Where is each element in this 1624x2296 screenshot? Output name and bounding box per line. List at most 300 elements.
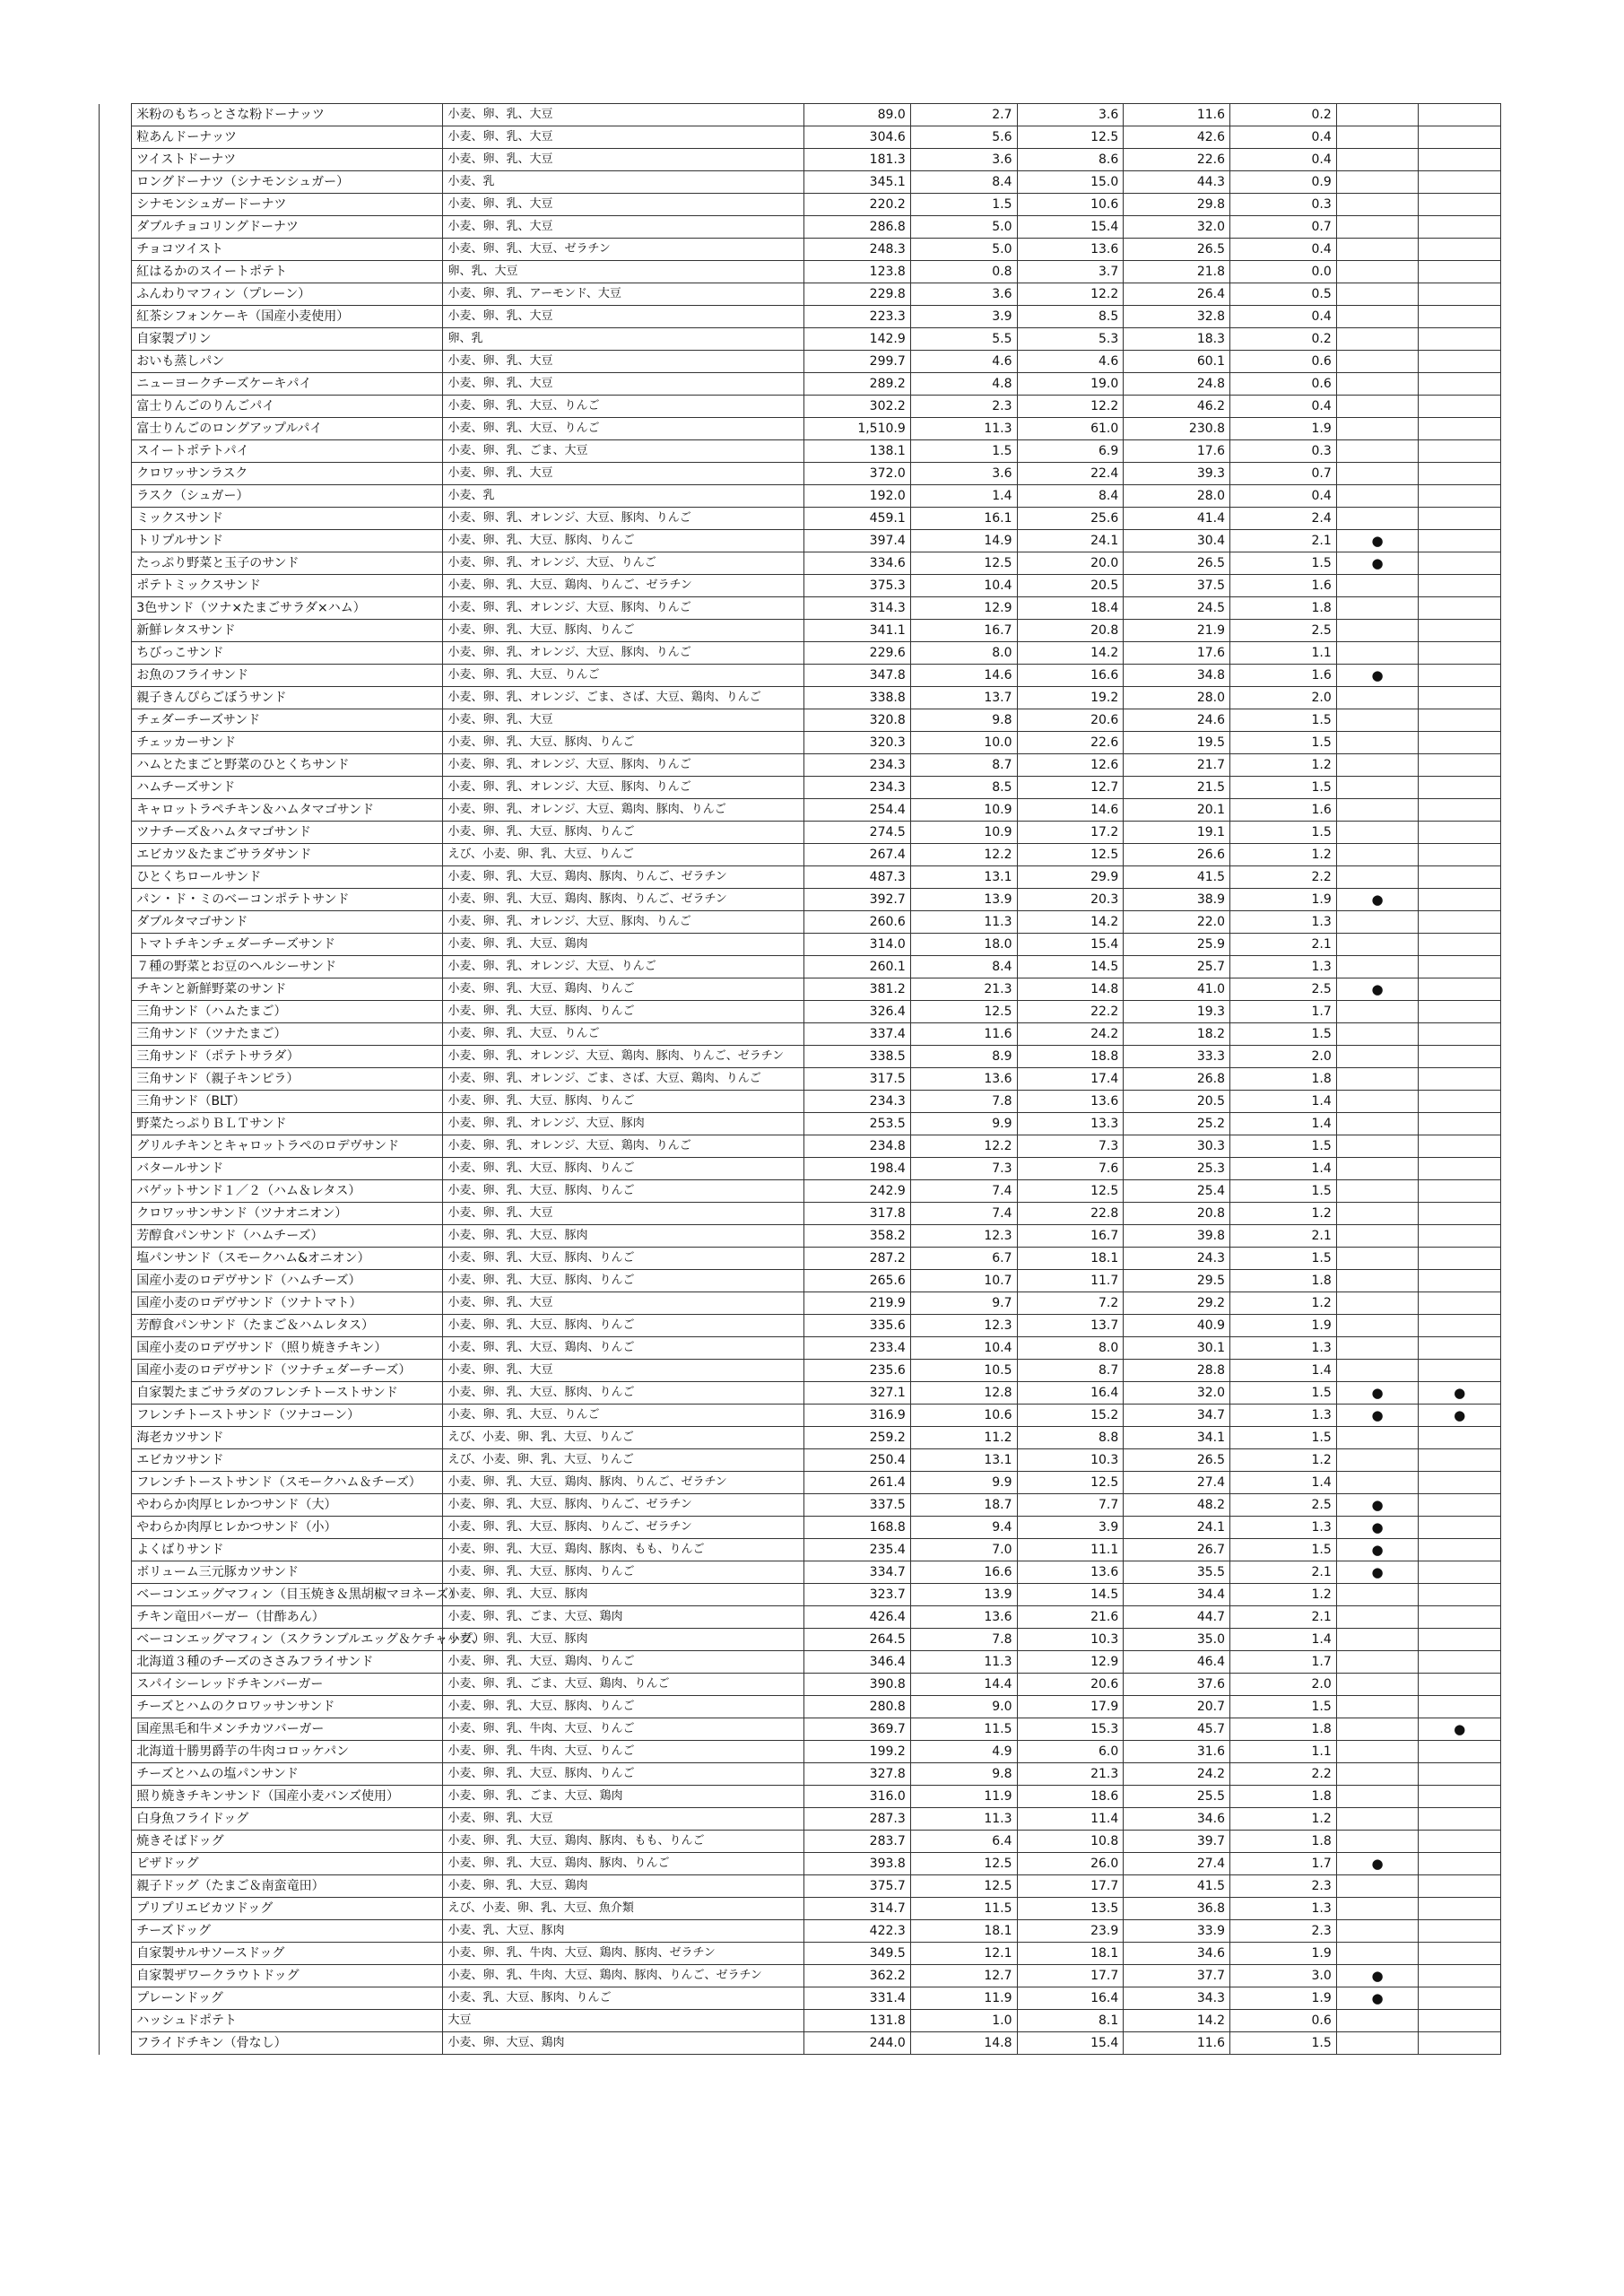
table-row bbox=[100, 1472, 1501, 1494]
table-row bbox=[100, 1360, 1501, 1382]
allergen-cell: 小麦、卵、乳、大豆、豚肉、りんご bbox=[443, 1158, 804, 1180]
carbohydrate-cell: 18.3 bbox=[1124, 328, 1230, 351]
mark-col2-cell bbox=[1419, 2010, 1501, 2032]
row-margin-cell bbox=[100, 777, 132, 799]
carbohydrate-cell: 26.4 bbox=[1124, 283, 1230, 306]
protein-cell: 7.8 bbox=[910, 1091, 1017, 1113]
mark-col2-cell bbox=[1419, 149, 1501, 171]
table-row bbox=[100, 1943, 1501, 1965]
mark-col2-cell bbox=[1419, 1135, 1501, 1158]
mark-col1-cell bbox=[1336, 1337, 1419, 1360]
protein-cell: 2.3 bbox=[910, 396, 1017, 418]
allergen-cell: 小麦、卵、乳、大豆、豚肉 bbox=[443, 1584, 804, 1606]
carbohydrate-cell: 25.3 bbox=[1124, 1158, 1230, 1180]
fat-cell: 12.5 bbox=[1017, 1472, 1124, 1494]
fat-cell: 14.8 bbox=[1017, 978, 1124, 1001]
product-name-cell: 芳醇食パンサンド（ハムチーズ） bbox=[132, 1225, 443, 1248]
salt-cell: 2.1 bbox=[1230, 530, 1337, 552]
mark-col2-cell bbox=[1419, 485, 1501, 508]
product-name-cell: やわらか肉厚ヒレかつサンド（小） bbox=[132, 1517, 443, 1539]
table-row bbox=[100, 642, 1501, 665]
mark-col2-cell bbox=[1419, 1494, 1501, 1517]
protein-cell: 5.0 bbox=[910, 239, 1017, 261]
mark-col2-cell bbox=[1419, 1292, 1501, 1315]
carbohydrate-cell: 36.8 bbox=[1124, 1898, 1230, 1920]
carbohydrate-cell: 22.6 bbox=[1124, 149, 1230, 171]
table-row bbox=[100, 530, 1501, 552]
energy-cell: 337.5 bbox=[804, 1494, 911, 1517]
product-name-cell: たっぷり野菜と玉子のサンド bbox=[132, 552, 443, 575]
salt-cell: 0.4 bbox=[1230, 306, 1337, 328]
row-margin-cell bbox=[100, 1091, 132, 1113]
table-row bbox=[100, 1270, 1501, 1292]
row-margin-cell bbox=[100, 687, 132, 709]
protein-cell: 8.4 bbox=[910, 956, 1017, 978]
product-name-cell: ロングドーナツ（シナモンシュガー） bbox=[132, 171, 443, 194]
row-margin-cell bbox=[100, 1472, 132, 1494]
fat-cell: 26.0 bbox=[1017, 1853, 1124, 1875]
product-name-cell: 国産小麦のロデヴサンド（ツナトマト） bbox=[132, 1292, 443, 1315]
protein-cell: 9.9 bbox=[910, 1113, 1017, 1135]
protein-cell: 5.5 bbox=[910, 328, 1017, 351]
mark-col1-cell bbox=[1336, 956, 1419, 978]
energy-cell: 287.3 bbox=[804, 1808, 911, 1831]
carbohydrate-cell: 19.1 bbox=[1124, 822, 1230, 844]
energy-cell: 375.7 bbox=[804, 1875, 911, 1898]
allergen-cell: 小麦、乳 bbox=[443, 485, 804, 508]
row-margin-cell bbox=[100, 306, 132, 328]
salt-cell: 2.0 bbox=[1230, 687, 1337, 709]
energy-cell: 349.5 bbox=[804, 1943, 911, 1965]
mark-col1-cell bbox=[1336, 1427, 1419, 1449]
table-row bbox=[100, 351, 1501, 373]
mark-col1-cell: ● bbox=[1336, 1494, 1419, 1517]
product-name-cell: 自家製プリン bbox=[132, 328, 443, 351]
energy-cell: 234.8 bbox=[804, 1135, 911, 1158]
table-row bbox=[100, 1427, 1501, 1449]
fat-cell: 15.4 bbox=[1017, 934, 1124, 956]
salt-cell: 1.4 bbox=[1230, 1360, 1337, 1382]
row-margin-cell bbox=[100, 754, 132, 777]
table-row bbox=[100, 552, 1501, 575]
salt-cell: 0.6 bbox=[1230, 351, 1337, 373]
product-name-cell: 粒あんドーナッツ bbox=[132, 126, 443, 149]
mark-col1-cell bbox=[1336, 216, 1419, 239]
product-name-cell: ツイストドーナツ bbox=[132, 149, 443, 171]
mark-col2-cell bbox=[1419, 1001, 1501, 1023]
carbohydrate-cell: 26.6 bbox=[1124, 844, 1230, 866]
fat-cell: 61.0 bbox=[1017, 418, 1124, 440]
energy-cell: 302.2 bbox=[804, 396, 911, 418]
product-name-cell: 3色サンド（ツナ×たまごサラダ×ハム） bbox=[132, 597, 443, 620]
mark-col2-cell bbox=[1419, 575, 1501, 597]
mark-col2-cell bbox=[1419, 530, 1501, 552]
salt-cell: 1.9 bbox=[1230, 1987, 1337, 2010]
row-margin-cell bbox=[100, 1113, 132, 1135]
table-row bbox=[100, 1046, 1501, 1068]
mark-col1-cell: ● bbox=[1336, 552, 1419, 575]
mark-col1-cell bbox=[1336, 194, 1419, 216]
salt-cell: 2.5 bbox=[1230, 620, 1337, 642]
carbohydrate-cell: 11.6 bbox=[1124, 104, 1230, 126]
salt-cell: 0.4 bbox=[1230, 126, 1337, 149]
fat-cell: 16.4 bbox=[1017, 1987, 1124, 2010]
row-margin-cell bbox=[100, 126, 132, 149]
mark-col1-cell bbox=[1336, 1046, 1419, 1068]
allergen-cell: 小麦、卵、乳、大豆、鶏肉、豚肉、りんご bbox=[443, 1853, 804, 1875]
carbohydrate-cell: 40.9 bbox=[1124, 1315, 1230, 1337]
row-margin-cell bbox=[100, 1674, 132, 1696]
allergen-cell: 小麦、卵、乳、大豆、りんご bbox=[443, 1023, 804, 1046]
mark-col1-cell bbox=[1336, 239, 1419, 261]
allergen-cell: 小麦、卵、乳、オレンジ、大豆、豚肉、りんご bbox=[443, 642, 804, 665]
product-name-cell: チェダーチーズサンド bbox=[132, 709, 443, 732]
table-row bbox=[100, 597, 1501, 620]
mark-col2-cell bbox=[1419, 194, 1501, 216]
salt-cell: 1.5 bbox=[1230, 1135, 1337, 1158]
carbohydrate-cell: 20.7 bbox=[1124, 1696, 1230, 1718]
salt-cell: 1.1 bbox=[1230, 1741, 1337, 1763]
allergen-cell: 小麦、乳、大豆、豚肉 bbox=[443, 1920, 804, 1943]
salt-cell: 1.3 bbox=[1230, 1517, 1337, 1539]
table-row bbox=[100, 1382, 1501, 1405]
product-name-cell: ダブルタマゴサンド bbox=[132, 911, 443, 934]
product-name-cell: ひとくちロールサンド bbox=[132, 866, 443, 889]
carbohydrate-cell: 22.0 bbox=[1124, 911, 1230, 934]
protein-cell: 9.8 bbox=[910, 709, 1017, 732]
salt-cell: 1.8 bbox=[1230, 1831, 1337, 1853]
mark-col1-cell: ● bbox=[1336, 1517, 1419, 1539]
row-margin-cell bbox=[100, 889, 132, 911]
fat-cell: 17.7 bbox=[1017, 1965, 1124, 1987]
carbohydrate-cell: 30.4 bbox=[1124, 530, 1230, 552]
table-row bbox=[100, 1786, 1501, 1808]
allergen-cell: えび、小麦、卵、乳、大豆、りんご bbox=[443, 1449, 804, 1472]
mark-col1-cell bbox=[1336, 485, 1419, 508]
carbohydrate-cell: 35.5 bbox=[1124, 1561, 1230, 1584]
product-name-cell: チーズとハムのクロワッサンサンド bbox=[132, 1696, 443, 1718]
energy-cell: 347.8 bbox=[804, 665, 911, 687]
salt-cell: 1.7 bbox=[1230, 1001, 1337, 1023]
protein-cell: 13.1 bbox=[910, 1449, 1017, 1472]
energy-cell: 220.2 bbox=[804, 194, 911, 216]
allergen-cell: 小麦、卵、乳、大豆、豚肉 bbox=[443, 1225, 804, 1248]
mark-col2-cell bbox=[1419, 1158, 1501, 1180]
protein-cell: 10.9 bbox=[910, 799, 1017, 822]
carbohydrate-cell: 28.0 bbox=[1124, 687, 1230, 709]
salt-cell: 2.1 bbox=[1230, 1225, 1337, 1248]
table-row bbox=[100, 1584, 1501, 1606]
allergen-cell: 小麦、卵、乳、大豆 bbox=[443, 216, 804, 239]
table-row bbox=[100, 777, 1501, 799]
mark-col1-cell bbox=[1336, 1292, 1419, 1315]
carbohydrate-cell: 25.7 bbox=[1124, 956, 1230, 978]
protein-cell: 21.3 bbox=[910, 978, 1017, 1001]
salt-cell: 1.1 bbox=[1230, 642, 1337, 665]
salt-cell: 2.5 bbox=[1230, 1494, 1337, 1517]
allergen-cell: 小麦、卵、乳、大豆 bbox=[443, 104, 804, 126]
mark-col1-cell bbox=[1336, 1786, 1419, 1808]
product-name-cell: トマトチキンチェダーチーズサンド bbox=[132, 934, 443, 956]
fat-cell: 7.3 bbox=[1017, 1135, 1124, 1158]
table-row bbox=[100, 216, 1501, 239]
table-row bbox=[100, 1315, 1501, 1337]
salt-cell: 2.3 bbox=[1230, 1875, 1337, 1898]
energy-cell: 335.6 bbox=[804, 1315, 911, 1337]
mark-col2-cell bbox=[1419, 978, 1501, 1001]
protein-cell: 9.0 bbox=[910, 1696, 1017, 1718]
salt-cell: 1.3 bbox=[1230, 1337, 1337, 1360]
table-row bbox=[100, 978, 1501, 1001]
salt-cell: 1.9 bbox=[1230, 1943, 1337, 1965]
mark-col1-cell bbox=[1336, 351, 1419, 373]
allergen-cell: 小麦、卵、乳、牛肉、大豆、りんご bbox=[443, 1718, 804, 1741]
salt-cell: 1.3 bbox=[1230, 911, 1337, 934]
table-row bbox=[100, 889, 1501, 911]
salt-cell: 2.4 bbox=[1230, 508, 1337, 530]
fat-cell: 10.3 bbox=[1017, 1629, 1124, 1651]
allergen-cell: 小麦、卵、乳、ごま、大豆、鶏肉 bbox=[443, 1786, 804, 1808]
carbohydrate-cell: 31.6 bbox=[1124, 1741, 1230, 1763]
carbohydrate-cell: 21.9 bbox=[1124, 620, 1230, 642]
mark-col1-cell bbox=[1336, 1584, 1419, 1606]
row-margin-cell bbox=[100, 1270, 132, 1292]
carbohydrate-cell: 25.5 bbox=[1124, 1786, 1230, 1808]
fat-cell: 29.9 bbox=[1017, 866, 1124, 889]
fat-cell: 8.7 bbox=[1017, 1360, 1124, 1382]
protein-cell: 7.4 bbox=[910, 1203, 1017, 1225]
mark-col2-cell bbox=[1419, 799, 1501, 822]
row-margin-cell bbox=[100, 665, 132, 687]
carbohydrate-cell: 25.9 bbox=[1124, 934, 1230, 956]
carbohydrate-cell: 26.8 bbox=[1124, 1068, 1230, 1091]
mark-col1-cell bbox=[1336, 1875, 1419, 1898]
table-row bbox=[100, 1853, 1501, 1875]
salt-cell: 1.2 bbox=[1230, 754, 1337, 777]
mark-col2-cell bbox=[1419, 1763, 1501, 1786]
mark-col2-cell: ● bbox=[1419, 1718, 1501, 1741]
salt-cell: 1.2 bbox=[1230, 1449, 1337, 1472]
table-row bbox=[100, 1898, 1501, 1920]
energy-cell: 459.1 bbox=[804, 508, 911, 530]
protein-cell: 11.9 bbox=[910, 1987, 1017, 2010]
fat-cell: 11.4 bbox=[1017, 1808, 1124, 1831]
mark-col1-cell bbox=[1336, 1629, 1419, 1651]
energy-cell: 317.5 bbox=[804, 1068, 911, 1091]
allergen-cell: 小麦、卵、乳、大豆、豚肉、りんご bbox=[443, 1091, 804, 1113]
table-row bbox=[100, 1674, 1501, 1696]
product-name-cell: 米粉のもちっとさな粉ドーナッツ bbox=[132, 104, 443, 126]
energy-cell: 422.3 bbox=[804, 1920, 911, 1943]
mark-col2-cell bbox=[1419, 1561, 1501, 1584]
allergen-cell: 小麦、卵、乳、大豆、鶏肉、豚肉、りんご、ゼラチン bbox=[443, 866, 804, 889]
mark-col1-cell bbox=[1336, 373, 1419, 396]
row-margin-cell bbox=[100, 1808, 132, 1831]
table-row bbox=[100, 373, 1501, 396]
mark-col2-cell bbox=[1419, 1987, 1501, 2010]
mark-col1-cell bbox=[1336, 1763, 1419, 1786]
salt-cell: 2.0 bbox=[1230, 1674, 1337, 1696]
fat-cell: 15.0 bbox=[1017, 171, 1124, 194]
fat-cell: 17.2 bbox=[1017, 822, 1124, 844]
carbohydrate-cell: 37.6 bbox=[1124, 1674, 1230, 1696]
fat-cell: 20.6 bbox=[1017, 1674, 1124, 1696]
product-name-cell: パン・ド・ミのベーコンポテトサンド bbox=[132, 889, 443, 911]
fat-cell: 17.4 bbox=[1017, 1068, 1124, 1091]
row-margin-cell bbox=[100, 1225, 132, 1248]
protein-cell: 3.6 bbox=[910, 463, 1017, 485]
table-row bbox=[100, 1987, 1501, 2010]
allergen-cell: 小麦、卵、乳、ごま、大豆、鶏肉 bbox=[443, 1606, 804, 1629]
salt-cell: 1.6 bbox=[1230, 799, 1337, 822]
protein-cell: 1.0 bbox=[910, 2010, 1017, 2032]
allergen-cell: 小麦、卵、乳、大豆、豚肉、りんご bbox=[443, 620, 804, 642]
allergen-cell: 卵、乳 bbox=[443, 328, 804, 351]
fat-cell: 7.7 bbox=[1017, 1494, 1124, 1517]
mark-col1-cell bbox=[1336, 1360, 1419, 1382]
energy-cell: 192.0 bbox=[804, 485, 911, 508]
mark-col1-cell bbox=[1336, 1135, 1419, 1158]
protein-cell: 1.5 bbox=[910, 440, 1017, 463]
product-name-cell: ボリューム三元豚カツサンド bbox=[132, 1561, 443, 1584]
table-row bbox=[100, 1158, 1501, 1180]
energy-cell: 299.7 bbox=[804, 351, 911, 373]
table-row bbox=[100, 1203, 1501, 1225]
product-name-cell: 自家製ザワークラウトドッグ bbox=[132, 1965, 443, 1987]
protein-cell: 12.2 bbox=[910, 1135, 1017, 1158]
energy-cell: 235.4 bbox=[804, 1539, 911, 1561]
carbohydrate-cell: 18.2 bbox=[1124, 1023, 1230, 1046]
energy-cell: 390.8 bbox=[804, 1674, 911, 1696]
mark-col1-cell bbox=[1336, 732, 1419, 754]
allergen-cell: 小麦、卵、乳、大豆、鶏肉、りんご bbox=[443, 1651, 804, 1674]
carbohydrate-cell: 24.8 bbox=[1124, 373, 1230, 396]
row-margin-cell bbox=[100, 709, 132, 732]
mark-col2-cell bbox=[1419, 463, 1501, 485]
energy-cell: 280.8 bbox=[804, 1696, 911, 1718]
mark-col2-cell bbox=[1419, 171, 1501, 194]
salt-cell: 1.5 bbox=[1230, 1023, 1337, 1046]
mark-col2-cell: ● bbox=[1419, 1382, 1501, 1405]
product-name-cell: 野菜たっぷりＢＬＴサンド bbox=[132, 1113, 443, 1135]
protein-cell: 4.8 bbox=[910, 373, 1017, 396]
protein-cell: 7.0 bbox=[910, 1539, 1017, 1561]
mark-col2-cell bbox=[1419, 1023, 1501, 1046]
mark-col2-cell bbox=[1419, 866, 1501, 889]
salt-cell: 1.9 bbox=[1230, 418, 1337, 440]
mark-col1-cell bbox=[1336, 1808, 1419, 1831]
allergen-cell: 小麦、卵、乳、大豆、豚肉、りんご bbox=[443, 530, 804, 552]
allergen-cell: 小麦、卵、乳、オレンジ、大豆、鶏肉、豚肉、りんご、ゼラチン bbox=[443, 1046, 804, 1068]
allergen-cell: 小麦、卵、乳、ごま、大豆 bbox=[443, 440, 804, 463]
fat-cell: 18.4 bbox=[1017, 597, 1124, 620]
fat-cell: 14.6 bbox=[1017, 799, 1124, 822]
salt-cell: 0.4 bbox=[1230, 396, 1337, 418]
carbohydrate-cell: 46.4 bbox=[1124, 1651, 1230, 1674]
fat-cell: 12.6 bbox=[1017, 754, 1124, 777]
row-margin-cell bbox=[100, 1561, 132, 1584]
protein-cell: 10.4 bbox=[910, 575, 1017, 597]
carbohydrate-cell: 25.2 bbox=[1124, 1113, 1230, 1135]
energy-cell: 338.8 bbox=[804, 687, 911, 709]
carbohydrate-cell: 41.5 bbox=[1124, 1875, 1230, 1898]
fat-cell: 11.1 bbox=[1017, 1539, 1124, 1561]
protein-cell: 8.7 bbox=[910, 754, 1017, 777]
mark-col2-cell bbox=[1419, 283, 1501, 306]
row-margin-cell bbox=[100, 1517, 132, 1539]
fat-cell: 13.3 bbox=[1017, 1113, 1124, 1135]
product-name-cell: 三角サンド（ハムたまご） bbox=[132, 1001, 443, 1023]
carbohydrate-cell: 19.5 bbox=[1124, 732, 1230, 754]
row-margin-cell bbox=[100, 1494, 132, 1517]
mark-col1-cell bbox=[1336, 1920, 1419, 1943]
mark-col1-cell bbox=[1336, 283, 1419, 306]
allergen-cell: 小麦、卵、乳、大豆 bbox=[443, 463, 804, 485]
protein-cell: 9.7 bbox=[910, 1292, 1017, 1315]
salt-cell: 1.6 bbox=[1230, 575, 1337, 597]
row-margin-cell bbox=[100, 1135, 132, 1158]
row-margin-cell bbox=[100, 530, 132, 552]
mark-col2-cell bbox=[1419, 844, 1501, 866]
table-row bbox=[100, 1517, 1501, 1539]
table-row bbox=[100, 1718, 1501, 1741]
salt-cell: 1.5 bbox=[1230, 1427, 1337, 1449]
product-name-cell: ピザドッグ bbox=[132, 1853, 443, 1875]
table-row bbox=[100, 1629, 1501, 1651]
mark-col1-cell bbox=[1336, 822, 1419, 844]
protein-cell: 10.0 bbox=[910, 732, 1017, 754]
fat-cell: 8.0 bbox=[1017, 1337, 1124, 1360]
product-name-cell: 三角サンド（BLT） bbox=[132, 1091, 443, 1113]
mark-col1-cell: ● bbox=[1336, 1965, 1419, 1987]
allergen-cell: 小麦、卵、乳、大豆、豚肉、りんご bbox=[443, 1315, 804, 1337]
product-name-cell: バタールサンド bbox=[132, 1158, 443, 1180]
allergen-cell: 小麦、卵、乳、大豆、りんご bbox=[443, 1405, 804, 1427]
fat-cell: 10.3 bbox=[1017, 1449, 1124, 1472]
fat-cell: 15.4 bbox=[1017, 2032, 1124, 2055]
mark-col2-cell bbox=[1419, 1091, 1501, 1113]
mark-col1-cell bbox=[1336, 1225, 1419, 1248]
mark-col1-cell: ● bbox=[1336, 1853, 1419, 1875]
mark-col1-cell bbox=[1336, 2010, 1419, 2032]
protein-cell: 5.0 bbox=[910, 216, 1017, 239]
energy-cell: 337.4 bbox=[804, 1023, 911, 1046]
row-margin-cell bbox=[100, 1292, 132, 1315]
salt-cell: 1.5 bbox=[1230, 777, 1337, 799]
salt-cell: 1.9 bbox=[1230, 1315, 1337, 1337]
energy-cell: 316.0 bbox=[804, 1786, 911, 1808]
protein-cell: 10.4 bbox=[910, 1337, 1017, 1360]
allergen-cell: 小麦、卵、乳、大豆、鶏肉、豚肉、りんご、ゼラチン bbox=[443, 1472, 804, 1494]
row-margin-cell bbox=[100, 418, 132, 440]
protein-cell: 8.4 bbox=[910, 171, 1017, 194]
mark-col1-cell bbox=[1336, 777, 1419, 799]
mark-col1-cell bbox=[1336, 328, 1419, 351]
table-row bbox=[100, 1741, 1501, 1763]
row-margin-cell bbox=[100, 552, 132, 575]
fat-cell: 13.7 bbox=[1017, 1315, 1124, 1337]
fat-cell: 19.2 bbox=[1017, 687, 1124, 709]
table-row bbox=[100, 306, 1501, 328]
energy-cell: 253.5 bbox=[804, 1113, 911, 1135]
product-name-cell: 紅茶シフォンケーキ（国産小麦使用） bbox=[132, 306, 443, 328]
row-margin-cell bbox=[100, 1427, 132, 1449]
row-margin-cell bbox=[100, 1651, 132, 1674]
salt-cell: 0.3 bbox=[1230, 194, 1337, 216]
row-margin-cell bbox=[100, 1180, 132, 1203]
protein-cell: 12.3 bbox=[910, 1315, 1017, 1337]
mark-col1-cell bbox=[1336, 1943, 1419, 1965]
